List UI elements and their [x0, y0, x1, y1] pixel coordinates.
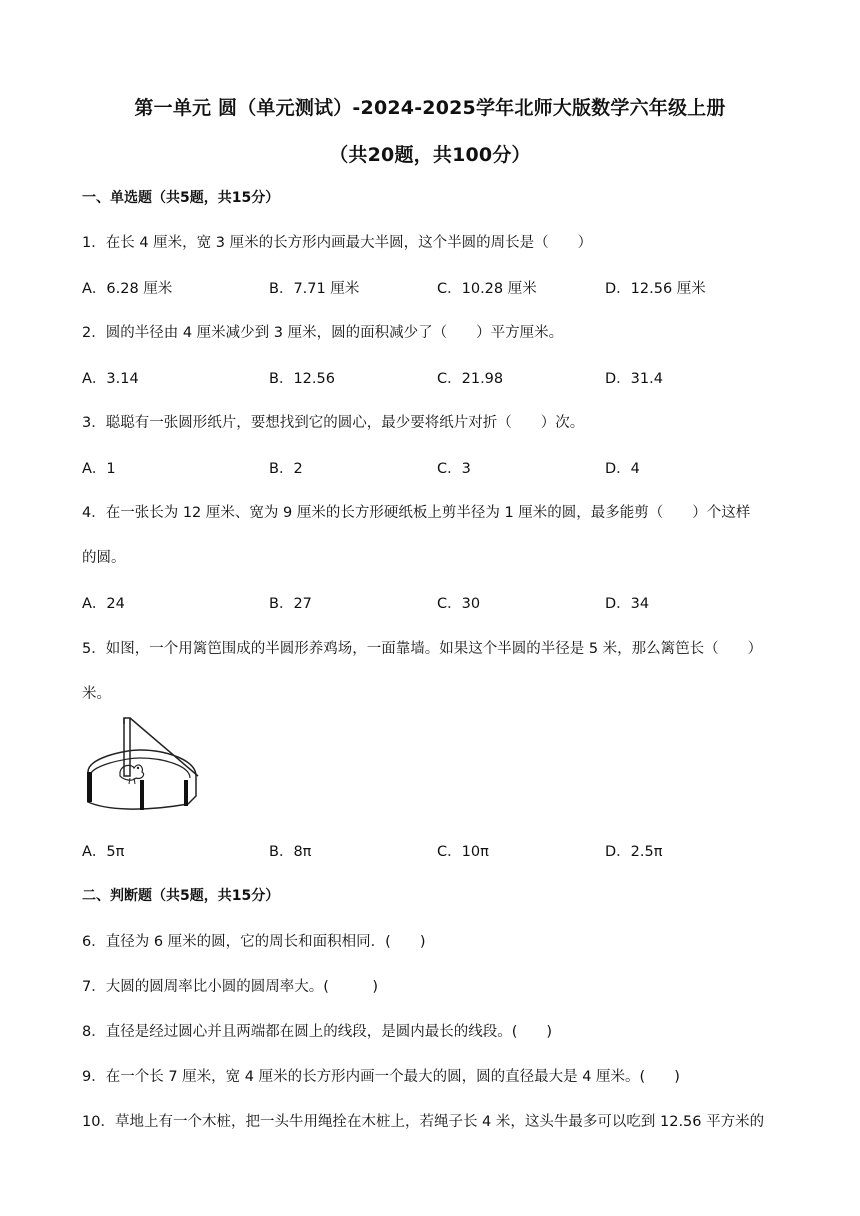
question-4-line-1: 4．在一张长为 12 厘米、宽为 9 厘米的长方形硬纸板上剪半径为 1 厘米的圆，最多能剪（ ）个这样: [82, 505, 751, 521]
question-7: 7．大圆的圆周率比小圆的圆周率大。( ): [82, 979, 379, 995]
question-5-line-2: 米。: [82, 686, 111, 702]
document-subtitle: （共20题，共100分）: [329, 144, 531, 166]
chicken-yard-figure: [80, 714, 202, 820]
question-2-option-a: A．3.14: [82, 371, 139, 387]
question-4-option-c: C．30: [437, 596, 481, 612]
question-8: 8．直径是经过圆心并且两端都在圆上的线段，是圆内最长的线段。( ): [82, 1024, 553, 1040]
question-5-option-a: A．5π: [82, 844, 125, 860]
section-heading-true-false: 二、判断题（共5题，共15分）: [82, 888, 280, 904]
question-4-option-a: A．24: [82, 596, 125, 612]
question-2: 2．圆的半径由 4 厘米减少到 3 厘米，圆的面积减少了（ ）平方厘米。: [82, 325, 564, 341]
question-3-option-b: B．2: [269, 461, 303, 477]
question-1-option-c: C．10.28 厘米: [437, 281, 537, 297]
question-4-line-2: 的圆。: [82, 550, 126, 566]
question-3-option-d: D．4: [605, 461, 640, 477]
question-9: 9．在一个长 7 厘米，宽 4 厘米的长方形内画一个最大的圆，圆的直径最大是 4 厘米。( ): [82, 1069, 680, 1085]
question-2-option-b: B．12.56: [269, 371, 335, 387]
question-1-option-d: D．12.56 厘米: [605, 281, 706, 297]
question-5-option-c: C．10π: [437, 844, 489, 860]
question-1-option-b: B．7.71 厘米: [269, 281, 360, 297]
question-5-option-d: D．2.5π: [605, 844, 663, 860]
section-heading-single-choice: 一、单选题（共5题，共15分）: [82, 190, 280, 206]
document-title: 第一单元 圆（单元测试）-2024-2025学年北师大版数学六年级上册: [134, 97, 726, 119]
question-2-option-c: C．21.98: [437, 371, 504, 387]
question-4-option-b: B．27: [269, 596, 312, 612]
question-3: 3．聪聪有一张圆形纸片，要想找到它的圆心，最少要将纸片对折（ ）次。: [82, 415, 585, 431]
question-2-option-d: D．31.4: [605, 371, 663, 387]
question-10: 10．草地上有一个木桩，把一头牛用绳拴在木桩上，若绳子长 4 米，这头牛最多可以吃到 12.56 平方米的: [82, 1114, 765, 1130]
question-5-option-b: B．8π: [269, 844, 312, 860]
question-6: 6．直径为 6 厘米的圆，它的周长和面积相同．( ): [82, 934, 426, 950]
question-3-option-a: A．1: [82, 461, 116, 477]
question-1-option-a: A．6.28 厘米: [82, 281, 173, 297]
question-5-line-1: 5．如图，一个用篱笆围成的半圆形养鸡场，一面靠墙。如果这个半圆的半径是 5 米，那么篱笆长（ ）: [82, 641, 763, 657]
question-4-option-d: D．34: [605, 596, 650, 612]
question-3-option-c: C．3: [437, 461, 471, 477]
question-1: 1．在长 4 厘米，宽 3 厘米的长方形内画最大半圆，这个半圆的周长是（ ）: [82, 235, 593, 251]
